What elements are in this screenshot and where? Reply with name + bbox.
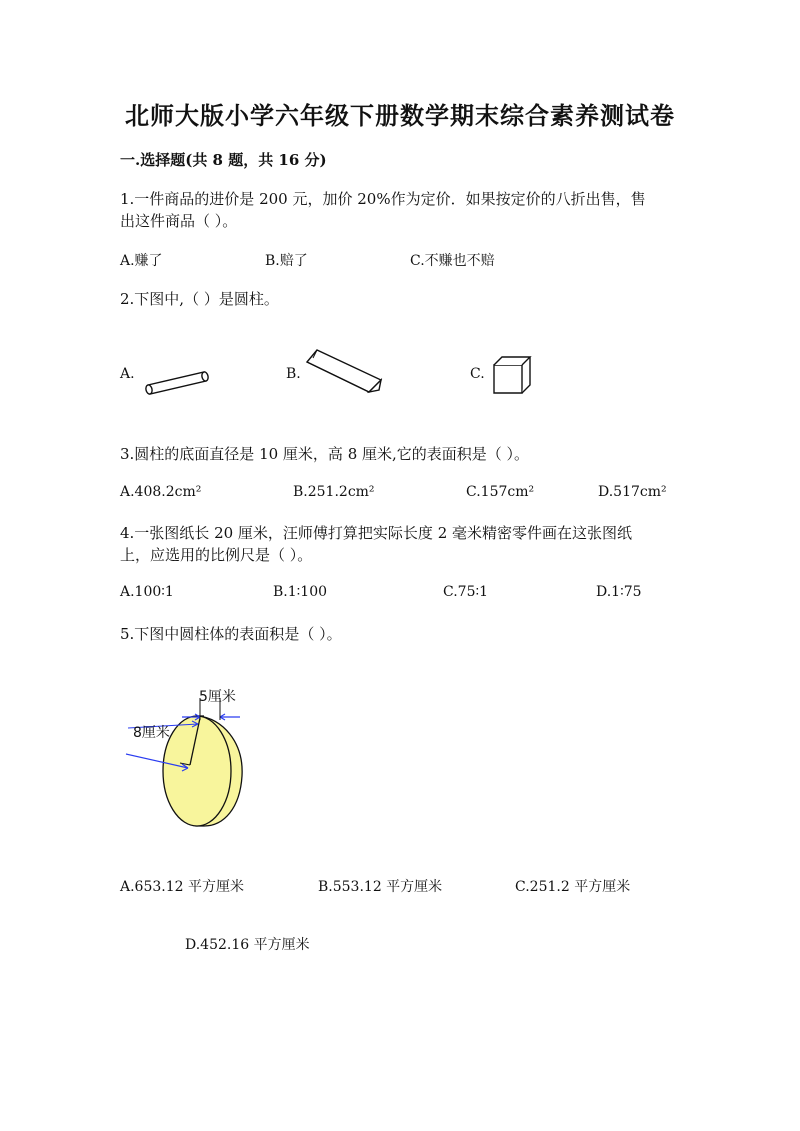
cube-figure [490,355,534,397]
question-4-option-d[interactable]: D.1∶75 [596,584,642,600]
radius-dimension-label: 8厘米 [133,725,170,741]
section-heading: 一.选择题(共 8 题，共 16 分) [120,151,327,169]
question-4-option-a[interactable]: A.100∶1 [120,584,174,600]
question-5-text: 5.下图中圆柱体的表面积是（ ）。 [120,625,342,643]
question-4-option-b[interactable]: B.1∶100 [273,584,328,600]
question-1-option-a[interactable]: A.赚了 [120,253,163,269]
question-3-option-b[interactable]: B.251.2cm² [293,484,375,500]
prism-figure [305,348,387,396]
question-1-line-2: 出这件商品（ ）。 [120,212,238,230]
cylinder-figure [140,368,212,398]
question-1-option-b[interactable]: B.赔了 [265,253,308,269]
question-1-line-1: 1.一件商品的进价是 200 元，加价 20%作为定价．如果按定价的八折出售，售 [120,190,646,208]
question-5-option-b[interactable]: B.553.12 平方厘米 [318,879,443,895]
question-3-option-d[interactable]: D.517cm² [598,484,667,500]
question-5-option-c[interactable]: C.251.2 平方厘米 [515,879,631,895]
question-1-option-c[interactable]: C.不赚也不赔 [410,253,495,269]
question-3-option-c[interactable]: C.157cm² [466,484,535,500]
question-4-line-2: 上，应选用的比例尺是（ ）。 [120,546,313,564]
question-2-text: 2.下图中,（ ）是圆柱。 [120,290,279,308]
page-title: 北师大版小学六年级下册数学期末综合素养测试卷 [125,101,675,130]
question-5-option-d[interactable]: D.452.16 平方厘米 [185,937,310,953]
question-2-label-a[interactable]: A. [120,366,135,382]
question-2-label-b[interactable]: B. [286,366,301,382]
question-4-option-c[interactable]: C.75∶1 [443,584,489,600]
question-2-label-c[interactable]: C. [470,366,485,382]
width-dimension-label: 5厘米 [199,689,236,705]
question-3-text: 3.圆柱的底面直径是 10 厘米，高 8 厘米,它的表面积是（ ）。 [120,445,530,463]
question-3-option-a[interactable]: A.408.2cm² [120,484,202,500]
question-5-option-a[interactable]: A.653.12 平方厘米 [120,879,244,895]
question-4-line-1: 4.一张图纸长 20 厘米，汪师傅打算把实际长度 2 毫米精密零件画在这张图纸 [120,524,633,542]
